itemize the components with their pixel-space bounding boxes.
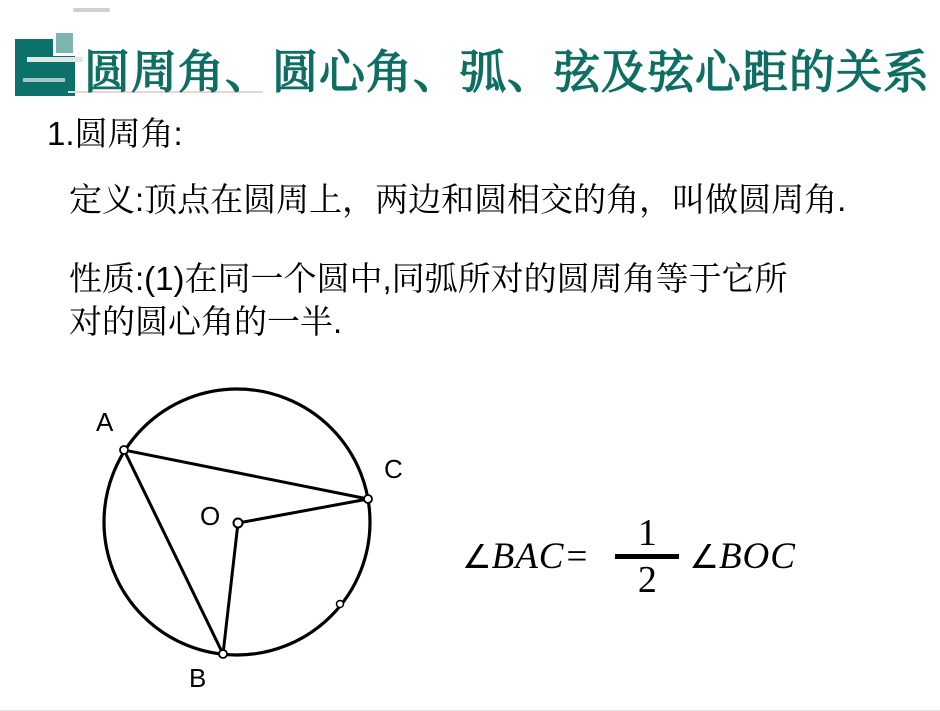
radius-oc [238,499,368,523]
property-text [69,257,788,343]
point-marker-b [219,650,227,658]
inscribed-angle-formula [462,513,796,600]
one-half-fraction [615,513,679,600]
point-label-o: O [200,501,221,531]
equals-sign: = [566,536,588,577]
property-line-2: 对的圆心角的一半. [69,303,343,340]
point-label-c: C [384,454,403,484]
angle-symbol-rhs: ∠ [689,537,719,576]
title-accent-bar-pale [23,78,65,82]
point-marker-o [234,519,243,528]
fraction-denominator: 2 [637,559,657,601]
point-marker-a [120,446,128,454]
point-label-b: B [189,663,207,693]
property-line-1: 性质:(1)在同一个圆中,同弧所对的圆周角等于它所 [69,260,788,297]
point-marker-c [364,495,372,503]
top-dash-decoration [73,8,110,12]
point-label-a: A [96,407,114,437]
angle-symbol-lhs: ∠ [462,537,492,576]
definition-text: 定义:顶点在圆周上，两边和圆相交的角，叫做圆周角. [69,181,847,218]
chord-ac [124,450,368,499]
circle-diagram [60,378,420,710]
slide-title: 圆周角、圆心角、弧、弦及弦心距的关系 [84,46,930,98]
radius-ob [223,523,238,654]
point-marker-arc [337,601,344,608]
formula-lhs: BAC [491,536,565,577]
chord-ab [124,450,223,654]
title-accent-bar-white [27,57,83,62]
section-heading: 1.圆周角: [47,115,183,152]
fraction-numerator: 1 [637,512,657,554]
formula-rhs: BOC [718,536,796,577]
title-accent-square-light [53,30,76,56]
